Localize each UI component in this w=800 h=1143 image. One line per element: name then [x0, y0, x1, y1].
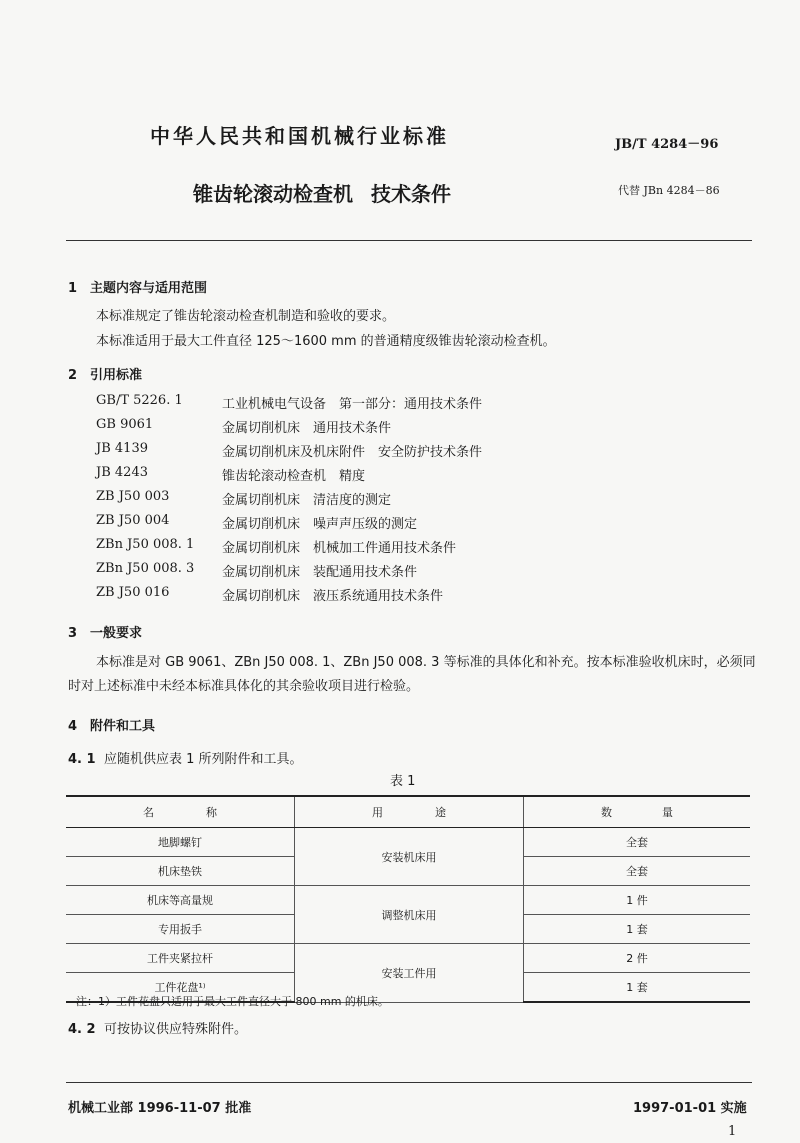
header-divider [66, 240, 752, 241]
section-number: 1 [68, 281, 78, 296]
cell-quantity: 1 件 [524, 886, 751, 915]
cell-name: 工件夹紧拉杆 [66, 944, 295, 973]
table-row [66, 886, 750, 915]
table-row [66, 944, 750, 973]
clause-number: 4. 2 [68, 1022, 96, 1037]
cell-quantity: 1 套 [524, 915, 751, 944]
ref-code: ZB J50 003 [96, 489, 170, 504]
ref-name: 锥齿轮滚动检查机 精度 [222, 469, 366, 484]
cell-quantity: 1 套 [524, 973, 751, 1003]
footer-divider [66, 1082, 752, 1083]
ref-code: GB 9061 [96, 417, 154, 432]
ref-name: 金属切削机床 装配通用技术条件 [222, 565, 418, 580]
cell-quantity: 2 件 [524, 944, 751, 973]
section-number: 2 [68, 368, 78, 383]
replaces-note: 代替 JBn 4284－86 [618, 184, 720, 197]
list-item [96, 489, 482, 513]
list-item [96, 465, 482, 489]
ref-code: ZB J50 016 [96, 585, 170, 600]
column-header-quantity: 数 量 [524, 796, 751, 828]
list-item [96, 441, 482, 465]
section-number: 3 [68, 626, 78, 641]
section-2-heading [68, 364, 142, 383]
referenced-standards-list [96, 393, 482, 609]
clause-number: 4. 1 [68, 752, 96, 767]
document-title-main: 锥齿轮滚动检查机 [193, 182, 353, 206]
cell-name: 地脚螺钉 [66, 828, 295, 857]
ref-code: JB 4139 [96, 441, 148, 456]
ref-code: ZB J50 004 [96, 513, 170, 528]
table-row [66, 828, 750, 857]
standard-code: JB/T 4284－96 [615, 137, 719, 152]
ref-name: 金属切削机床 机械加工件通用技术条件 [222, 541, 457, 556]
clause-4-1 [68, 748, 303, 767]
page-number: 1 [728, 1124, 737, 1139]
cell-quantity: 全套 [524, 857, 751, 886]
section-title: 附件和工具 [90, 719, 156, 734]
ref-name: 金属切削机床 噪声声压级的测定 [222, 517, 418, 532]
effective-date: 1997-01-01 实施 [633, 1101, 747, 1116]
list-item [96, 513, 482, 537]
cell-name: 机床等高量规 [66, 886, 295, 915]
ref-name: 金属切削机床 通用技术条件 [222, 421, 392, 436]
section-1-paragraph-2: 本标准适用于最大工件直径 125～1600 mm 的普通精度级锥齿轮滚动检查机。 [96, 334, 556, 349]
section-title: 一般要求 [90, 626, 143, 641]
ref-name: 工业机械电气设备 第一部分：通用技术条件 [222, 397, 483, 412]
ref-name: 金属切削机床 液压系统通用技术条件 [222, 589, 444, 604]
column-header-name: 名 称 [66, 796, 295, 828]
cell-name: 专用扳手 [66, 915, 295, 944]
standard-category-title: 中华人民共和国机械行业标准 [150, 124, 449, 148]
section-3-paragraph: 本标准是对 GB 9061、ZBn J50 008. 1、ZBn J50 008. 3 等标准的具体化和补充。按本标准验收机床时，必须同时对上述标准中未经本标准具体化的其余验收项目进行检验。 [68, 655, 756, 694]
list-item [96, 537, 482, 561]
document-title-suffix: 技术条件 [371, 182, 451, 206]
document-title [193, 178, 451, 207]
list-item [96, 585, 482, 609]
column-header-use: 用 途 [295, 796, 524, 828]
list-item [96, 417, 482, 441]
ref-code: JB 4243 [96, 465, 148, 480]
accessories-table [66, 795, 750, 1003]
section-title: 主题内容与适用范围 [90, 281, 208, 296]
cell-use: 安装工件用 [295, 944, 524, 1003]
section-4-heading [68, 715, 155, 734]
table-caption: 表 1 [390, 774, 416, 789]
ref-code: ZBn J50 008. 3 [96, 561, 195, 576]
table-header-row [66, 796, 750, 828]
clause-text: 应随机供应表 1 所列附件和工具。 [104, 752, 303, 767]
table-footnote: 注：1）工件花盘只适用于最大工件直径大于 800 mm 的机床。 [76, 995, 389, 1008]
ref-code: ZBn J50 008. 1 [96, 537, 195, 552]
ref-code: GB/T 5226. 1 [96, 393, 183, 408]
section-1-heading [68, 277, 207, 296]
cell-name: 机床垫铁 [66, 857, 295, 886]
section-number: 4 [68, 719, 78, 734]
section-title: 引用标准 [90, 368, 143, 383]
section-3-heading [68, 622, 142, 641]
cell-name: 工件花盘¹⁾ [66, 973, 295, 1003]
cell-quantity: 全套 [524, 828, 751, 857]
section-1-paragraph-1: 本标准规定了锥齿轮滚动检查机制造和验收的要求。 [96, 309, 396, 324]
ref-name: 金属切削机床 清洁度的测定 [222, 493, 392, 508]
list-item [96, 561, 482, 585]
clause-text: 可按协议供应特殊附件。 [104, 1022, 248, 1037]
clause-4-2 [68, 1018, 247, 1037]
ref-name: 金属切削机床及机床附件 安全防护技术条件 [222, 445, 483, 460]
approval-line: 机械工业部 1996-11-07 批准 [68, 1101, 252, 1116]
cell-use: 调整机床用 [295, 886, 524, 944]
cell-use: 安装机床用 [295, 828, 524, 886]
list-item [96, 393, 482, 417]
